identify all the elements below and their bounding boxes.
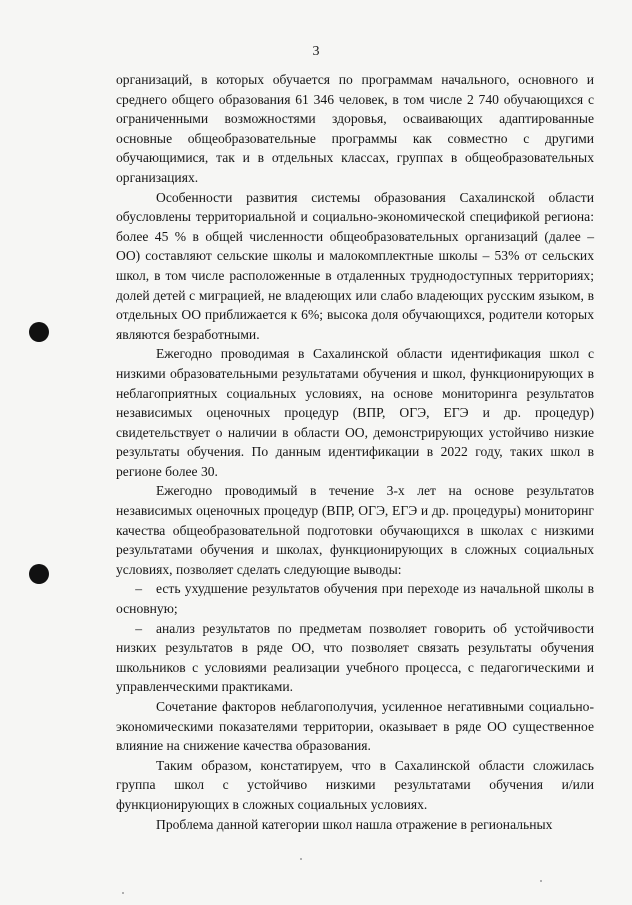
dash-marker: – — [135, 620, 142, 636]
paragraph-factors: Сочетание факторов неблагополучия, усиленное негативными социально-экономическими показателями территории, оказывает в ряде ОО существенное влияние на снижение качества образования. — [116, 699, 594, 754]
paragraph-regional-specifics: Особенности развития системы образования Сахалинской области обусловлены территориальной и социально-экономической спецификой региона: более 45 % в общей численности общеобразовательных организаций (далее – ОО) составляют сельские школы и малокомплектные школы – 53% от сельских школ, в том числе расположенные в отдаленных труднодоступных территориях; долей детей с миграцией, не владеющих или слабо владеющих русским языком, в отдельных ОО приближается к 6%; высока доля обучающихся, родители которых являются безработными. — [116, 189, 594, 342]
list-item-text: анализ результатов по предметам позволяет говорить об устойчивости низких результатов в ряде ОО, что позволяет связать результаты обучения школьников с условиями реализации учебного процесса, с педагогическими и управленческими практиками. — [116, 620, 594, 695]
paragraph-monitoring: Ежегодно проводимый в течение 3-х лет на основе результатов независимых оценочных процедур (ВПР, ОГЭ, ЕГЭ и др. процедуры) мониторинг качества общеобразовательной подготовки обучающихся в школах с низкими результатами обучения и школах, функционирующих в сложных социальных условиях, позволяет сделать следующие выводы: — [116, 483, 594, 577]
list-item-decline — [116, 579, 594, 618]
dash-marker: – — [135, 581, 142, 597]
paragraph-school-identification: Ежегодно проводимая в Сахалинской области идентификация школ с низкими образовательными результатами обучения и школ, функционирующих в неблагоприятных социальных условиях, на основе мониторинга результатов независимых оценочных процедур (ВПР, ОГЭ, ЕГЭ и др. процедур) свидетельствует о наличии в области ОО, демонстрирующих устойчиво низкие результаты обучения. По данным идентификации в 2022 году, таких школ в регионе более 30. — [116, 346, 594, 479]
list-item-text: есть ухудшение результатов обучения при переходе из начальной школы в основную; — [116, 581, 594, 617]
document-body — [116, 70, 594, 834]
page-number: 3 — [312, 44, 320, 59]
scan-speck — [300, 858, 302, 860]
paragraph-problem: Проблема данной категории школ нашла отражение в региональных — [156, 816, 553, 832]
paragraph-continuation: организаций, в которых обучается по программам начального, основного и среднего общего образования 61 346 человек, в том числе 2 740 обучающихся с ограниченными возможностями здоровья, осваивающих адаптированные основные общеобразовательные программы как совместно с другими обучающимися, так и в отдельных классах, группах в общеобразовательных организациях. — [116, 72, 594, 185]
paragraph-conclusion: Таким образом, констатируем, что в Сахалинской области сложилась группа школ с устойчиво низкими результатами обучения и/или функционирующих в сложных социальных условиях. — [116, 757, 594, 812]
punch-hole-top — [29, 322, 49, 342]
list-item-stability — [116, 619, 594, 697]
scan-speck — [540, 880, 542, 882]
punch-hole-bottom — [29, 564, 49, 584]
scan-speck — [122, 892, 124, 894]
